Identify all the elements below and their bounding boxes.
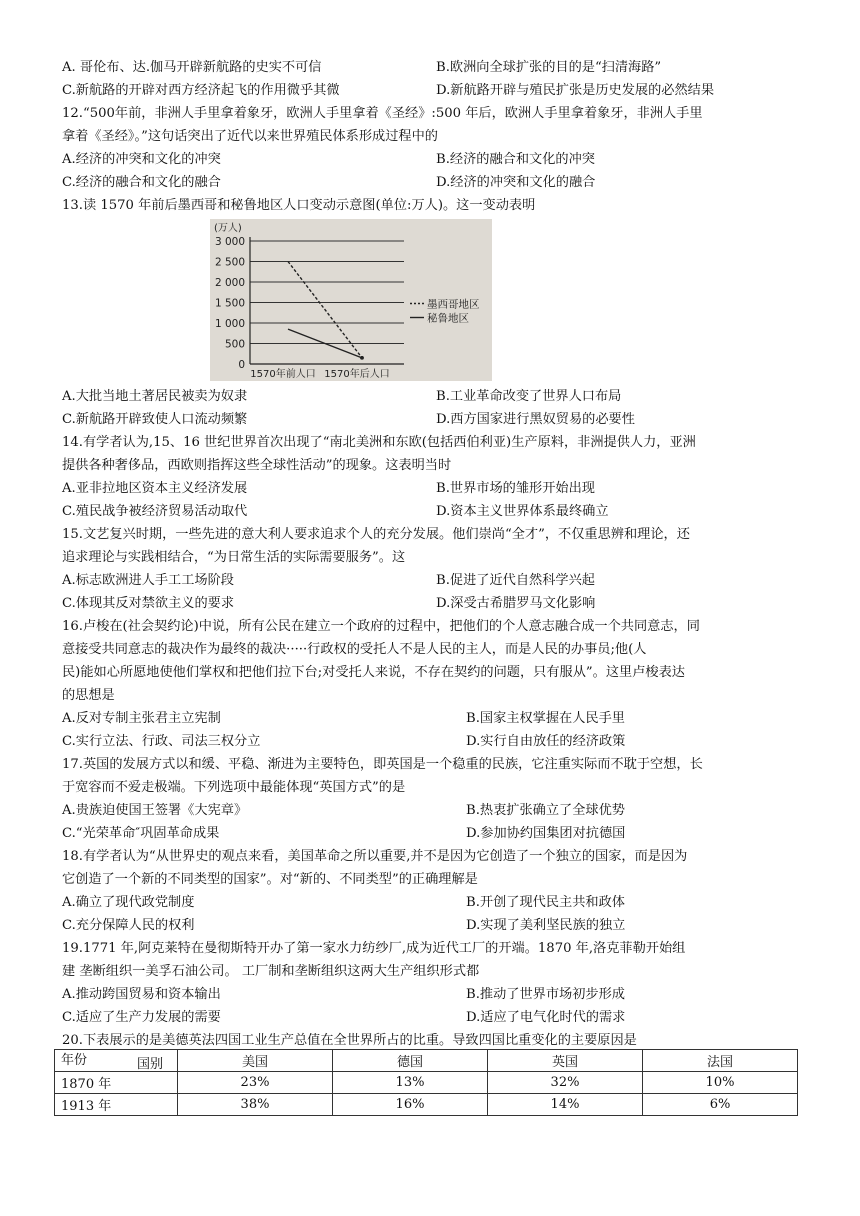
q11-option-d: D.新航路开辟与殖民扩张是历史发展的必然结果 [436, 83, 715, 98]
q19-stem-line2: 建 垄断组织一美孚石油公司。 工厂制和垄断组织这两大生产组织形式都 [62, 964, 480, 979]
q18-stem-line1: 18.有学者认为“从世界史的观点来看，美国革命之所以重要,并不是因为它创造了一个独立的国家，而是因为 [62, 849, 688, 864]
q15-options-row2 [62, 592, 800, 615]
q14-option-b: B.世界市场的雏形开始出现 [436, 481, 595, 496]
q19-options-row1 [62, 983, 800, 1006]
q16-stem-line1: 16.卢梭在(社会契约论)中说，所有公民在建立一个政府的过程中，把他们的个人意志融合成一个共同意志，同 [62, 619, 700, 634]
q13-stem: 13.读 1570 年前后墨西哥和秘鲁地区人口变动示意图(单位:万人)。这一变动表明 [62, 198, 536, 213]
q18-option-a: A.确立了现代政党制度 [62, 895, 195, 910]
q18-option-c: C.充分保障人民的权利 [62, 918, 195, 933]
table-header-row [55, 1050, 798, 1072]
chart-legend-label: 墨西哥地区 [427, 298, 480, 311]
q19-options-row2 [62, 1006, 800, 1029]
q19-stem-line1: 19.1771 年,阿克莱特在曼彻斯特开办了第一家水力纺纱厂,成为近代工厂的开端。1870 年,洛克菲勒开始组 [62, 941, 686, 956]
q12-option-b: B.经济的融合和文化的冲突 [436, 152, 595, 167]
table-cell: 32% [488, 1072, 643, 1094]
q13-options-row2 [62, 408, 800, 431]
q15-stem-line1: 15.文艺复兴时期，一些先进的意大利人要求追求个人的充分发展。他们崇尚“全才”，不仅重思辨和理论，还 [62, 527, 690, 542]
chart-data-point [360, 356, 364, 360]
chart-y-tick-label: 3 000 [214, 236, 245, 248]
q16-option-c: C.实行立法、行政、司法三权分立 [62, 734, 261, 749]
q16-option-a: A.反对专制主张君主立宪制 [62, 711, 221, 726]
q12-stem-line2: 拿着《圣经》。”这句话突出了近代以来世界殖民体系形成过程中的 [62, 129, 438, 144]
q14-stem-line2: 提供各种奢侈品，西欧则指挥这些全球性活动”的现象。这表明当时 [62, 458, 452, 473]
table-corner-cell [55, 1050, 178, 1072]
population-chart-svg [210, 219, 492, 381]
q12-option-a: A.经济的冲突和文化的冲突 [62, 152, 221, 167]
table-cell: 10% [643, 1072, 798, 1094]
q13-options-row1 [62, 385, 800, 408]
chart-y-tick-label: 1 500 [214, 297, 245, 310]
q15-option-c: C.体现其反对禁欲主义的要求 [62, 596, 235, 611]
q18-option-b: B.开创了现代民主共和政体 [466, 895, 625, 910]
table-row [55, 1072, 798, 1094]
q14-option-a: A.亚非拉地区资本主义经济发展 [62, 481, 248, 496]
q12-option-c: C.经济的融合和文化的融合 [62, 175, 221, 190]
q13-option-c: C.新航路开辟致使人口流动频繁 [62, 412, 248, 427]
q11-options-row1 [62, 56, 800, 79]
chart-y-tick-label: 0 [238, 359, 245, 371]
q16-stem-line4: 的思想是 [62, 688, 115, 703]
q15-options-row1 [62, 569, 800, 592]
q12-options-row1 [62, 148, 800, 171]
q11-option-c: C.新航路的开辟对西方经济起飞的作用微乎其微 [62, 83, 340, 98]
q14-option-c: C.殖民战争被经济贸易活动取代 [62, 504, 248, 519]
q18-options-row1 [62, 891, 800, 914]
q18-option-d: D.实现了美利坚民族的独立 [466, 918, 626, 933]
q18-options-row2 [62, 914, 800, 937]
q16-option-b: B.国家主权掌握在人民手里 [466, 711, 625, 726]
table-row-header: 年份 [61, 1053, 88, 1068]
table-col-france: 法国 [643, 1050, 798, 1072]
table-col-germany: 德国 [333, 1050, 488, 1072]
population-chart [210, 219, 492, 381]
q14-option-d: D.资本主义世界体系最终确立 [436, 504, 609, 519]
chart-y-tick-label: 1 000 [214, 318, 245, 330]
q15-option-d: D.深受古希腊罗马文化影响 [436, 596, 596, 611]
q19-option-b: B.推动了世界市场初步形成 [466, 987, 625, 1002]
q12-options-row2 [62, 171, 800, 194]
table-cell: 14% [488, 1094, 643, 1116]
q11-options-row2 [62, 79, 800, 102]
chart-y-unit-label: (万人) [214, 223, 242, 234]
table-cell: 13% [333, 1072, 488, 1094]
chart-legend-label: 秘鲁地区 [427, 312, 469, 325]
chart-y-tick-label: 2 500 [214, 256, 245, 269]
table-col-britain: 英国 [488, 1050, 643, 1072]
table-cell: 38% [178, 1094, 333, 1116]
chart-y-tick-label: 2 000 [214, 277, 245, 289]
q13-option-b: B.工业革命改变了世界人口布局 [436, 389, 622, 404]
q20-stem: 20.下表展示的是美德英法四国工业生产总值在全世界所占的比重。导致四国比重变化的主要原因是 [62, 1033, 637, 1048]
q16-options-row1 [62, 707, 800, 730]
q11-option-b: B.欧洲向全球扩张的目的是“扫清海路” [436, 60, 662, 75]
exam-page [62, 56, 800, 1052]
table-cell: 6% [643, 1094, 798, 1116]
table-row [55, 1094, 798, 1116]
q17-option-d: D.参加协约国集团对抗德国 [466, 826, 626, 841]
q17-stem-line2: 于宽容而不爱走极端。下列选项中最能体现“英国方式”的是 [62, 780, 406, 795]
q16-option-d: D.实行自由放任的经济政策 [466, 734, 626, 749]
table-row-year: 1870 年 [55, 1072, 178, 1094]
q18-stem-line2: 它创造了一个新的不同类型的国家”。对“新的、不同类型”的正确理解是 [62, 872, 478, 887]
industry-share-table [54, 1049, 798, 1116]
q14-stem-line1: 14.有学者认为,15、16 世纪世界首次出现了“南北美洲和东欧(包括西伯利亚)生产原料，非洲提供人力，亚洲 [62, 435, 696, 450]
q17-option-c: C.“光荣革命″巩固革命成果 [62, 826, 220, 841]
table-cell: 23% [178, 1072, 333, 1094]
q15-option-b: B.促进了近代自然科学兴起 [436, 573, 595, 588]
q19-option-c: C.适应了生产力发展的需要 [62, 1010, 221, 1025]
q17-option-b: B.热衷扩张确立了全球优势 [466, 803, 625, 818]
chart-x-tick-label: 1570年后人口 [324, 369, 390, 380]
q17-stem-line1: 17.英国的发展方式以和缓、平稳、渐进为主要特色，即英国是一个稳重的民族，它注重实际而不耽于空想，长 [62, 757, 703, 772]
q14-options-row2 [62, 500, 800, 523]
q13-option-d: D.西方国家进行黑奴贸易的必要性 [436, 412, 635, 427]
table-row-year: 1913 年 [55, 1094, 178, 1116]
q15-option-a: A.标志欧洲进人手工工场阶段 [62, 573, 234, 588]
q16-stem-line2: 意接受共同意志的裁决作为最终的裁决·····行政权的受托人不是人民的主人，而是人民的办事员;他(人 [62, 642, 647, 657]
q17-options-row1 [62, 799, 800, 822]
q17-option-a: A.贵族迫使国王签署《大宪章》 [62, 803, 248, 818]
q19-option-a: A.推动跨国贸易和资本输出 [62, 987, 221, 1002]
q16-stem-line3: 民)能如心所愿地使他们掌权和把他们拉下台;对受托人来说，不存在契约的问题，只有服从”。这里卢梭表达 [62, 665, 685, 680]
q16-options-row2 [62, 730, 800, 753]
q17-options-row2 [62, 822, 800, 845]
q14-options-row1 [62, 477, 800, 500]
q19-option-d: D.适应了电气化时代的需求 [466, 1010, 626, 1025]
q13-option-a: A.大批当地土著居民被卖为奴隶 [62, 389, 248, 404]
table-cell: 16% [333, 1094, 488, 1116]
chart-y-tick-label: 500 [224, 338, 245, 351]
q15-stem-line2: 追求理论与实践相结合，“为日常生活的实际需要服务”。这 [62, 550, 406, 565]
chart-x-tick-label: 1570年前人口 [250, 369, 316, 380]
q12-option-d: D.经济的冲突和文化的融合 [436, 175, 596, 190]
table-col-header: 国别 [136, 1057, 163, 1072]
table-col-usa: 美国 [178, 1050, 333, 1072]
q11-option-a: A. 哥伦布、达.伽马开辟新航路的史实不可信 [62, 60, 322, 75]
q12-stem-line1: 12.“500年前，非洲人手里拿着象牙，欧洲人手里拿着《圣经》:500 年后，欧洲人手里拿着象牙，非洲人手里 [62, 106, 703, 121]
